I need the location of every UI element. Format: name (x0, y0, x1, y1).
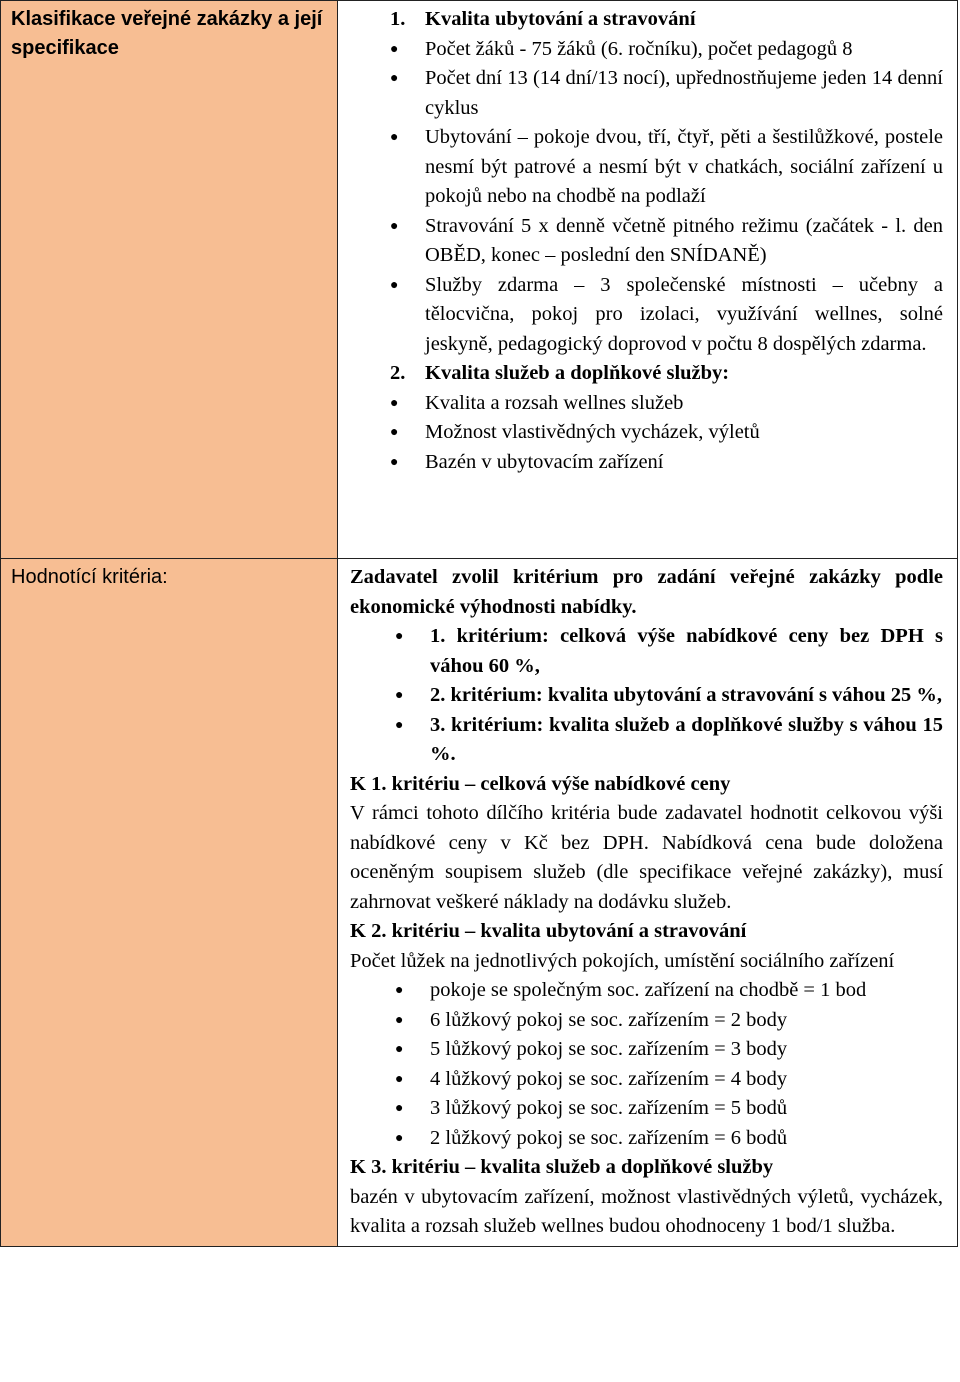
k3-heading: K 3. kritériu – kvalita služeb a doplňkové služby (350, 1156, 774, 1178)
list-item: ● 3 lůžkový pokoj se soc. zařízením = 5 bodů (350, 1094, 943, 1124)
bullet-icon: ● (390, 218, 399, 234)
row-label-evaluation: Hodnotící kritéria: (11, 566, 168, 588)
list-item: ● 6 lůžkový pokoj se soc. zařízením = 2 body (350, 1006, 943, 1036)
bullet-icon: ● (395, 629, 404, 644)
table-row-evaluation (1, 559, 958, 1247)
list-item: ● 4 lůžkový pokoj se soc. zařízením = 4 body (350, 1065, 943, 1095)
bullet-icon: ● (390, 425, 399, 440)
list-item: ● Stravování 5 x denně včetně pitného režimu (začátek - l. den OBĚD, konec – poslední den SNÍDANĚ) (350, 212, 943, 271)
bullet-icon: ● (390, 395, 399, 411)
list-item: ● Služby zdarma – 3 společenské místnosti – učebny a tělocvična, pokoj pro izolaci, využívání wellnes, solné jeskyně, pedagogický doprovod v počtu 8 dospělých zdarma. (350, 271, 943, 360)
bullet-icon: ● (395, 1130, 404, 1146)
list-item: ● Kvalita a rozsah wellnes služeb (350, 389, 943, 419)
row-label-specification: Klasifikace veřejné zakázky a její specifikace (11, 8, 323, 59)
bullet-icon: ● (390, 454, 399, 470)
intro-text: Zadavatel zvolil kritérium pro zadání veřejné zakázky podle ekonomické výhodnosti nabídky. (350, 566, 943, 618)
list-item: ● Ubytování – pokoje dvou, tří, čtyř, pěti a šestilůžkové, postele nesmí být patrové a nesmí být v chatkách, sociální zařízení u pokojů nebo na chodbě na podlaží (350, 123, 943, 212)
bullet-icon: ● (395, 1101, 404, 1116)
list-item: ● Počet dní 13 (14 dní/13 nocí), upřednostňujeme jeden 14 denní cyklus (350, 64, 943, 123)
bullet-icon: ● (395, 983, 404, 998)
section-heading: 2. Kvalita služeb a doplňkové služby: (390, 362, 730, 384)
list-item: ● Bazén v ubytovacím zařízení (350, 448, 943, 478)
bullet-icon: ● (390, 71, 399, 86)
bullet-icon: ● (395, 717, 404, 733)
section-heading: 1. Kvalita ubytování a stravování (390, 8, 696, 30)
bullet-icon: ● (395, 688, 404, 703)
bullet-icon: ● (395, 1012, 404, 1028)
list-item: ● pokoje se společným soc. zařízení na chodbě = 1 bod (350, 976, 943, 1006)
k2-text: Počet lůžek na jednotlivých pokojích, umístění sociálního zařízení (350, 949, 895, 972)
k1-text: V rámci tohoto dílčího kritéria bude zadavatel hodnotit celkovou výši nabídkové ceny v Kč bez DPH. Nabídková cena bude doložena oceněným soupisem služeb (dle specifikace veřejné zakázky), musí zahrnovat veškeré náklady na dodávku služeb. (350, 802, 943, 913)
list-item: ● Možnost vlastivědných vycházek, výletů (350, 418, 943, 448)
content-cell (338, 1, 958, 559)
bullet-icon: ● (395, 1042, 404, 1057)
criterion-item: ● 2. kritérium: kvalita ubytování a stravování s váhou 25 %, (350, 681, 943, 711)
list-item: ● Počet žáků - 75 žáků (6. ročníku), počet pedagogů 8 (350, 35, 943, 65)
list-item: ● 5 lůžkový pokoj se soc. zařízením = 3 body (350, 1035, 943, 1065)
criterion-item: ● 3. kritérium: kvalita služeb a doplňkové služby s váhou 15 %. (350, 711, 943, 770)
label-cell (1, 559, 338, 1247)
list-item: ● 2 lůžkový pokoj se soc. zařízením = 6 bodů (350, 1124, 943, 1154)
bullet-icon: ● (390, 41, 399, 57)
k2-heading: K 2. kritériu – kvalita ubytování a stravování (350, 920, 747, 942)
criterion-item: ● 1. kritérium: celková výše nabídkové ceny bez DPH s váhou 60 %, (350, 622, 943, 681)
bullet-icon: ● (390, 130, 399, 145)
content-cell (338, 559, 958, 1247)
table-row-specification (1, 1, 958, 559)
bullet-icon: ● (395, 1071, 404, 1087)
k3-text: bazén v ubytovacím zařízení, možnost vlastivědných výletů, vycházek, kvalita a rozsah služeb wellnes budou ohodnoceny 1 bod/1 služba. (350, 1185, 943, 1237)
bullet-icon: ● (390, 277, 399, 293)
k1-heading: K 1. kritériu – celková výše nabídkové ceny (350, 772, 731, 795)
label-cell (1, 1, 338, 559)
